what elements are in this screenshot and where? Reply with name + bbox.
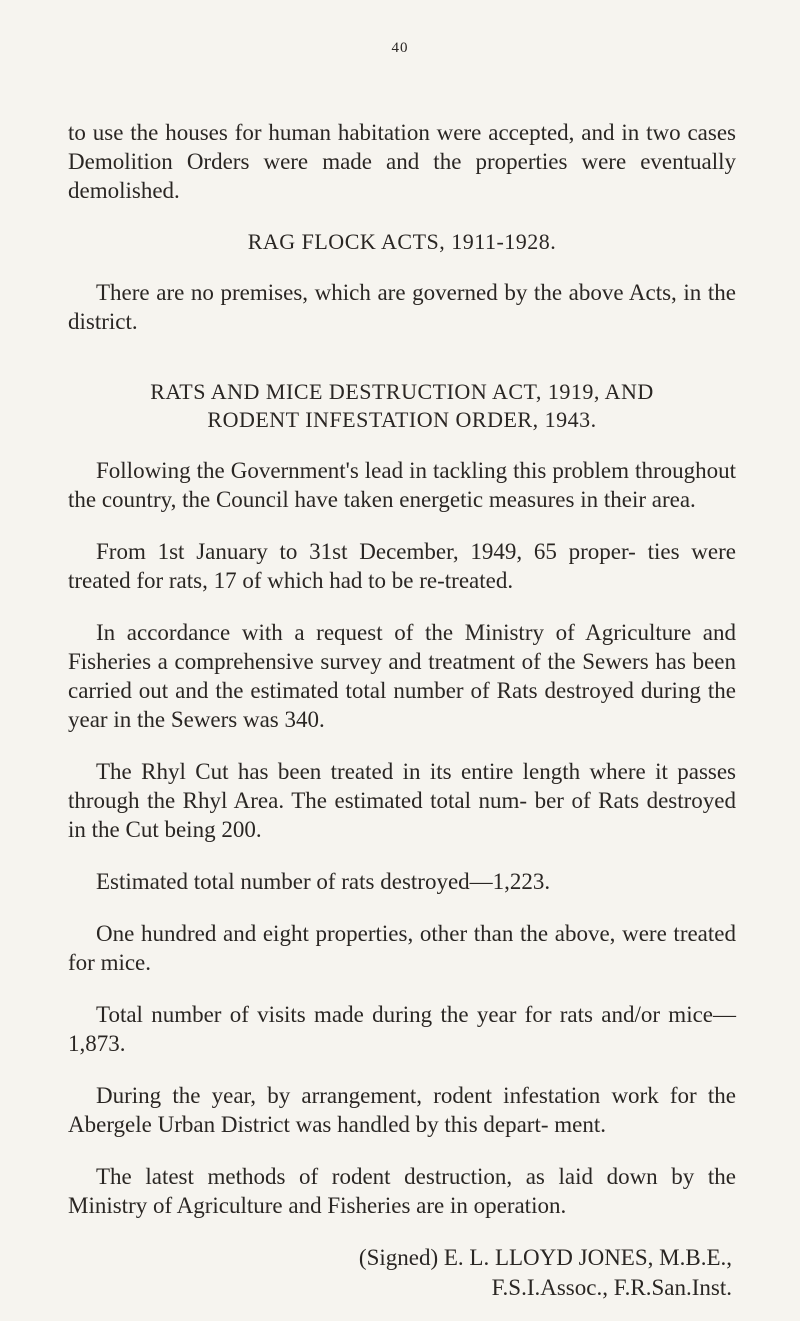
rats-paragraph-methods: The latest methods of rodent destruction, as laid down by the Ministry of Agriculture and Fisheries are in operation. — [68, 1164, 736, 1218]
signature-line-1: (Signed) E. L. LLOYD JONES, M.B.E., — [358, 1245, 732, 1270]
signature-line-2: F.S.I.Assoc., F.R.San.Inst. — [491, 1275, 732, 1300]
rats-paragraph-sewers: In accordance with a request of the Ministry of Agriculture and Fisheries a comprehensive survey and treatment of the Sewers has been carried out and the estimated total number of Rats destroyed during the year in the Sewers was 340. — [68, 620, 736, 732]
rats-paragraph-properties-treated: From 1st January to 31st December, 1949, 65 proper- ties were treated for rats, 17 of which had to be re-treated. — [68, 539, 736, 593]
rats-paragraph-total-destroyed: Estimated total number of rats destroyed—1,223. — [96, 869, 551, 894]
rats-mice-heading — [68, 378, 736, 434]
rats-paragraph-visits: Total number of visits made during the year for rats and/or mice—1,873. — [68, 1002, 736, 1056]
rats-paragraph-abergele: During the year, by arrangement, rodent infestation work for the Abergele Urban District was handled by this depart- ment. — [68, 1083, 736, 1137]
rag-flock-paragraph: There are no premises, which are governed by the above Acts, in the district. — [68, 280, 736, 334]
rats-paragraph-mice: One hundred and eight properties, other than the above, were treated for mice. — [68, 921, 736, 975]
rag-flock-heading-text: RAG FLOCK ACTS, 1911-1928. — [247, 229, 557, 254]
document-body — [68, 118, 736, 1303]
page-number: 40 — [391, 40, 409, 56]
rats-mice-heading-line-2: RODENT INFESTATION ORDER, 1943. — [207, 407, 597, 432]
rats-paragraph-rhyl-cut: The Rhyl Cut has been treated in its entire length where it passes through the Rhyl Area. The estimated total num- ber of Rats destroyed in the Cut being 200. — [68, 759, 736, 842]
rats-mice-heading-line-1: RATS AND MICE DESTRUCTION ACT, 1919, AND — [150, 379, 654, 404]
intro-paragraph: to use the houses for human habitation were accepted, and in two cases Demolition Orders were made and the properties were eventually demolished. — [68, 120, 736, 203]
signature-block — [68, 1243, 736, 1303]
rats-paragraph-government-lead: Following the Government's lead in tackling this problem throughout the country, the Council have taken energetic measures in their area. — [68, 458, 736, 512]
rag-flock-heading — [68, 228, 736, 256]
